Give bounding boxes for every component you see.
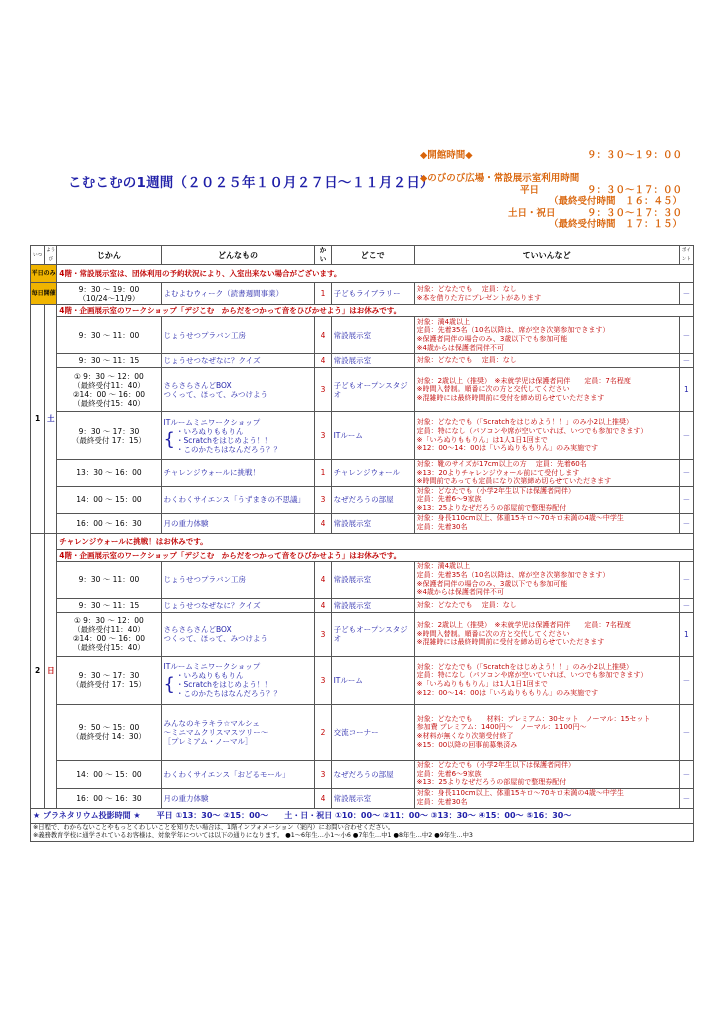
event-floor: 4 <box>315 788 331 808</box>
event-place: 常設展示室 <box>331 598 414 612</box>
daily-row <box>31 283 694 305</box>
event-place: チャレンジウォール <box>331 460 414 487</box>
event-floor: 3 <box>315 412 331 460</box>
event-detail: 対象：靴のサイズが17cm以上の方 定員：先着60名 ※13：20よりチャレンジウォール前にて受付します ※時間前であっても定員になり次第締め切らせていただきます <box>414 460 679 487</box>
daily-place: 子どもライブラリー <box>331 283 414 305</box>
event-point: － <box>679 788 693 808</box>
event-point: － <box>679 760 693 788</box>
daily-detail: 対象：どなたでも 定員：なし ※本を借りた方にプレゼントがあります <box>414 283 679 305</box>
header-youbi: ようび <box>45 246 57 265</box>
planetarium-row <box>31 808 694 823</box>
event-detail: 対象：身長110cm以上、体重15キロ～70キロ未満の4歳～中学生 定員：先着30名 <box>414 513 679 533</box>
table-row <box>31 704 694 760</box>
table-row <box>31 598 694 612</box>
weekday-label: 平日 <box>520 184 540 196</box>
header-row <box>31 246 694 265</box>
open-label: ◆開館時間◆ <box>420 150 473 161</box>
event-place: 常設展示室 <box>331 513 414 533</box>
event-name: ITルームミニワークショップ { ・いろぬりももりん ・Scratchをはじめよう！！ ・このかたちはなんだろう？？ <box>161 412 315 460</box>
holiday-label: 土日・祝日 <box>508 207 556 219</box>
table-row <box>31 656 694 704</box>
sun-dow: 日 <box>45 533 57 808</box>
event-time: 14：00 ～ 15：00 <box>57 760 161 788</box>
event-time: 13：30 ～ 16：00 <box>57 460 161 487</box>
table-row <box>31 354 694 368</box>
holiday-time: ９：３０～１７：３０ <box>586 207 682 219</box>
table-row <box>31 460 694 487</box>
event-point: － <box>679 486 693 513</box>
event-detail: 対象：満4歳以上 定員：先着35名（10名以降は、席が空き次第参加できます） ※保護者同伴の場合のみ、3歳以下でも参加可能 ※4歳からは保護者同伴不可 <box>414 561 679 598</box>
event-point: － <box>679 656 693 704</box>
weekday-only-notice: 4階・常設展示室は、団体利用の予約状況により、入室出来ない場合がございます。 <box>57 265 694 283</box>
schedule-table <box>30 245 694 842</box>
event-name: 月の重力体験 <box>161 513 315 533</box>
daily-floor: 1 <box>315 283 331 305</box>
table-row <box>31 486 694 513</box>
event-name: じょうせつなぜなに？クイズ <box>161 598 315 612</box>
event-name: じょうせつプラバン工房 <box>161 561 315 598</box>
footnotes: ※日程で、わからないことやもっとくわしいことを知りたい場合は、1階インフォメーション（案内）にお問い合わせください。 ※義務教育学校に通学されているお客様は、対象学年については以下の通りになります。 ●1～6年生…小1～小6 ●7年生…中1 ●8年生…中2 ●9年生…中3 <box>31 823 694 841</box>
event-floor: 3 <box>315 486 331 513</box>
event-point: 1 <box>679 368 693 412</box>
sat-notice-row <box>31 305 694 317</box>
event-place: ITルーム <box>331 412 414 460</box>
sat-day: 1 <box>31 305 45 534</box>
sun-notice-1: チャレンジウォールに挑戦！はお休みです。 <box>57 533 694 549</box>
event-time: 9：30 ～ 17：30 （最終受付 17：15） <box>57 412 161 460</box>
event-place: 常設展示室 <box>331 354 414 368</box>
event-time: ① 9：30 ～ 12：00 （最終受付11：40） ②14：00 ～ 16：00 （最終受付15：40） <box>57 368 161 412</box>
event-name: じょうせつプラバン工房 <box>161 317 315 354</box>
event-floor: 4 <box>315 513 331 533</box>
event-point: － <box>679 513 693 533</box>
event-place: なぜだろうの部屋 <box>331 486 414 513</box>
event-name: 月の重力体験 <box>161 788 315 808</box>
event-detail: 対象：どなたでも（「Scratchをはじめよう！！」のみ小2以上推奨） 定員：特になし（パソコンや席が空いていれば、いつでも参加できます） ※「いろぬりももりん」は1人1日1回まで ※12：00～14：00は「いろぬりももりん」のみ実施です <box>414 412 679 460</box>
table-row <box>31 317 694 354</box>
sat-notice: 4階・企画展示室のワークショップ「デジこむ からだをつかって音をひびかせよう」はお休みです。 <box>57 305 694 317</box>
event-name: ITルームミニワークショップ { ・いろぬりももりん ・Scratchをはじめよう！！ ・このかたちはなんだろう？？ <box>161 656 315 704</box>
event-point: － <box>679 354 693 368</box>
event-name: チャレンジウォールに挑戦！ <box>161 460 315 487</box>
event-detail: 対象：どなたでも 定員：なし <box>414 354 679 368</box>
opening-hours <box>420 150 682 231</box>
table-row <box>31 788 694 808</box>
event-place: ITルーム <box>331 656 414 704</box>
event-floor: 3 <box>315 760 331 788</box>
daily-event: よむよむウィーク（読書週間事業） <box>161 283 315 305</box>
sun-notice-2: 4階・企画展示室のワークショップ「デジこむ からだをつかって音をひびかせよう」はお休みです。 <box>57 549 694 561</box>
event-detail: 対象：どなたでも 材料：プレミアム：30セット ノーマル：15セット 参加費 プレミアム：1400円～ ノーマル：1100円～ ※材料が無くなり次第受付終了 ※15：00以降の回事前募集済み <box>414 704 679 760</box>
daily-point: － <box>679 283 693 305</box>
footnote-row <box>31 823 694 841</box>
event-name: わくわくサイエンス「おどるモール」 <box>161 760 315 788</box>
open-time: ９：３０～１９：００ <box>586 150 682 161</box>
table-row <box>31 513 694 533</box>
table-row <box>31 368 694 412</box>
event-point: － <box>679 412 693 460</box>
event-point: － <box>679 704 693 760</box>
planetarium-times: ★ プラネタリウム投影時間 ★ 平日 ①13：30～ ②15：00～ 土・日・祝日 ①10：00～ ②11：00～ ③13：30～ ④15：00～ ⑤16：30～ <box>31 808 694 823</box>
event-point: 1 <box>679 612 693 656</box>
event-place: 交流コーナー <box>331 704 414 760</box>
header-dokode: どこで <box>331 246 414 265</box>
weekday-last: （最終受付時間 １６：４５） <box>548 196 682 207</box>
event-detail: 対象：2歳以上（推奨） ※未就学児は保護者同伴 定員：7名程度 ※時間入替制。順番に次の方と交代してください ※混雑時には最終時間前に受付を締め切らせていただきます <box>414 612 679 656</box>
brace-icon: { <box>163 429 175 450</box>
event-time: 9：30 ～ 17：30 （最終受付 17：15） <box>57 656 161 704</box>
event-time: ① 9：30 ～ 12：00 （最終受付11：40） ②14：00 ～ 16：00 （最終受付15：40） <box>57 612 161 656</box>
event-place: 常設展示室 <box>331 561 414 598</box>
plaza-label: ◆のびのび広場・常設展示室利用時間 <box>420 173 580 184</box>
event-detail: 対象：2歳以上（推奨） ※未就学児は保護者同伴 定員：7名程度 ※時間入替制。順番に次の方と交代してください ※混雑時には最終時間前に受付を締め切らせていただきます <box>414 368 679 412</box>
event-time: 9：30 ～ 11：00 <box>57 561 161 598</box>
event-name: さらさらさんどBOX つくって、ほって、みつけよう <box>161 368 315 412</box>
event-floor: 2 <box>315 704 331 760</box>
event-place: 子どもオープンスタジオ <box>331 612 414 656</box>
event-name: じょうせつなぜなに？クイズ <box>161 354 315 368</box>
event-detail: 対象：どなたでも（「Scratchをはじめよう！！」のみ小2以上推奨） 定員：特になし（パソコンや席が空いていれば、いつでも参加できます） ※「いろぬりももりん」は1人1日1回まで ※12：00～14：00は「いろぬりももりん」のみ実施です <box>414 656 679 704</box>
sun-day: 2 <box>31 533 45 808</box>
event-place: なぜだろうの部屋 <box>331 760 414 788</box>
event-time: 9：30 ～ 11：15 <box>57 598 161 612</box>
event-floor: 4 <box>315 561 331 598</box>
event-detail: 対象：どなたでも（小学2年生以下は保護者同伴） 定員：先着6～9家族 ※13：25よりなぜだろうの部屋前で整理券配付 <box>414 760 679 788</box>
event-place: 常設展示室 <box>331 317 414 354</box>
weekday-time: ９：３０～１７：００ <box>586 184 682 196</box>
event-time: 16：00 ～ 16：30 <box>57 513 161 533</box>
table-row <box>31 412 694 460</box>
weekday-only-row <box>31 265 694 283</box>
daily-time: 9：30 ～ 19：00 （10/24～11/9） <box>57 283 161 305</box>
event-detail: 対象：満4歳以上 定員：先着35名（10名以降は、席が空き次第参加できます） ※保護者同伴の場合のみ、3歳以下でも参加可能 ※4歳からは保護者同伴不可 <box>414 317 679 354</box>
event-point: － <box>679 561 693 598</box>
event-floor: 3 <box>315 368 331 412</box>
event-detail: 対象：身長110cm以上、体重15キロ～70キロ未満の4歳～中学生 定員：先着30名 <box>414 788 679 808</box>
event-floor: 3 <box>315 612 331 656</box>
table-row <box>31 612 694 656</box>
event-detail: 対象：どなたでも（小学2年生以下は保護者同伴） 定員：先着6～9家族 ※13：25よりなぜだろうの部屋前で整理券配付 <box>414 486 679 513</box>
table-row <box>31 561 694 598</box>
event-place: 常設展示室 <box>331 788 414 808</box>
header-kai: かい <box>315 246 331 265</box>
header-jikan: じかん <box>57 246 161 265</box>
event-name: さらさらさんどBOX つくって、ほって、みつけよう <box>161 612 315 656</box>
event-point: － <box>679 598 693 612</box>
weekday-only-tag: 平日のみ <box>31 265 57 283</box>
event-time: 9：50 ～ 15：00 （最終受付 14：30） <box>57 704 161 760</box>
event-floor: 3 <box>315 656 331 704</box>
event-detail: 対象：どなたでも 定員：なし <box>414 598 679 612</box>
header-teiin: ていいんなど <box>414 246 679 265</box>
event-name: みんなのキラキラ☆マルシェ ～ミニマムクリスマスツリー～ ［プレミアム・ノーマル］ <box>161 704 315 760</box>
event-point: － <box>679 317 693 354</box>
page-title: こむこむの1週間（２０２５年１０月２７日～１１月２日） <box>68 175 434 191</box>
header-donna: どんなもの <box>161 246 315 265</box>
event-time: 9：30 ～ 11：15 <box>57 354 161 368</box>
sun-notice-row <box>31 549 694 561</box>
event-floor: 4 <box>315 354 331 368</box>
event-floor: 1 <box>315 460 331 487</box>
brace-icon: { <box>163 673 175 695</box>
event-point: － <box>679 460 693 487</box>
event-time: 16：00 ～ 16：30 <box>57 788 161 808</box>
holiday-last: （最終受付時間 １７：１５） <box>548 219 682 230</box>
daily-tag: 毎日開催 <box>31 283 57 305</box>
event-name: わくわくサイエンス「うずまきの不思議」 <box>161 486 315 513</box>
event-time: 9：30 ～ 11：00 <box>57 317 161 354</box>
header-point: ポイント <box>679 246 693 265</box>
event-time: 14：00 ～ 15：00 <box>57 486 161 513</box>
event-floor: 4 <box>315 598 331 612</box>
header-itsu: いつ <box>31 246 45 265</box>
sat-dow: 土 <box>45 305 57 534</box>
event-place: 子どもオープンスタジオ <box>331 368 414 412</box>
event-floor: 4 <box>315 317 331 354</box>
table-row <box>31 760 694 788</box>
sun-notice-row <box>31 533 694 549</box>
